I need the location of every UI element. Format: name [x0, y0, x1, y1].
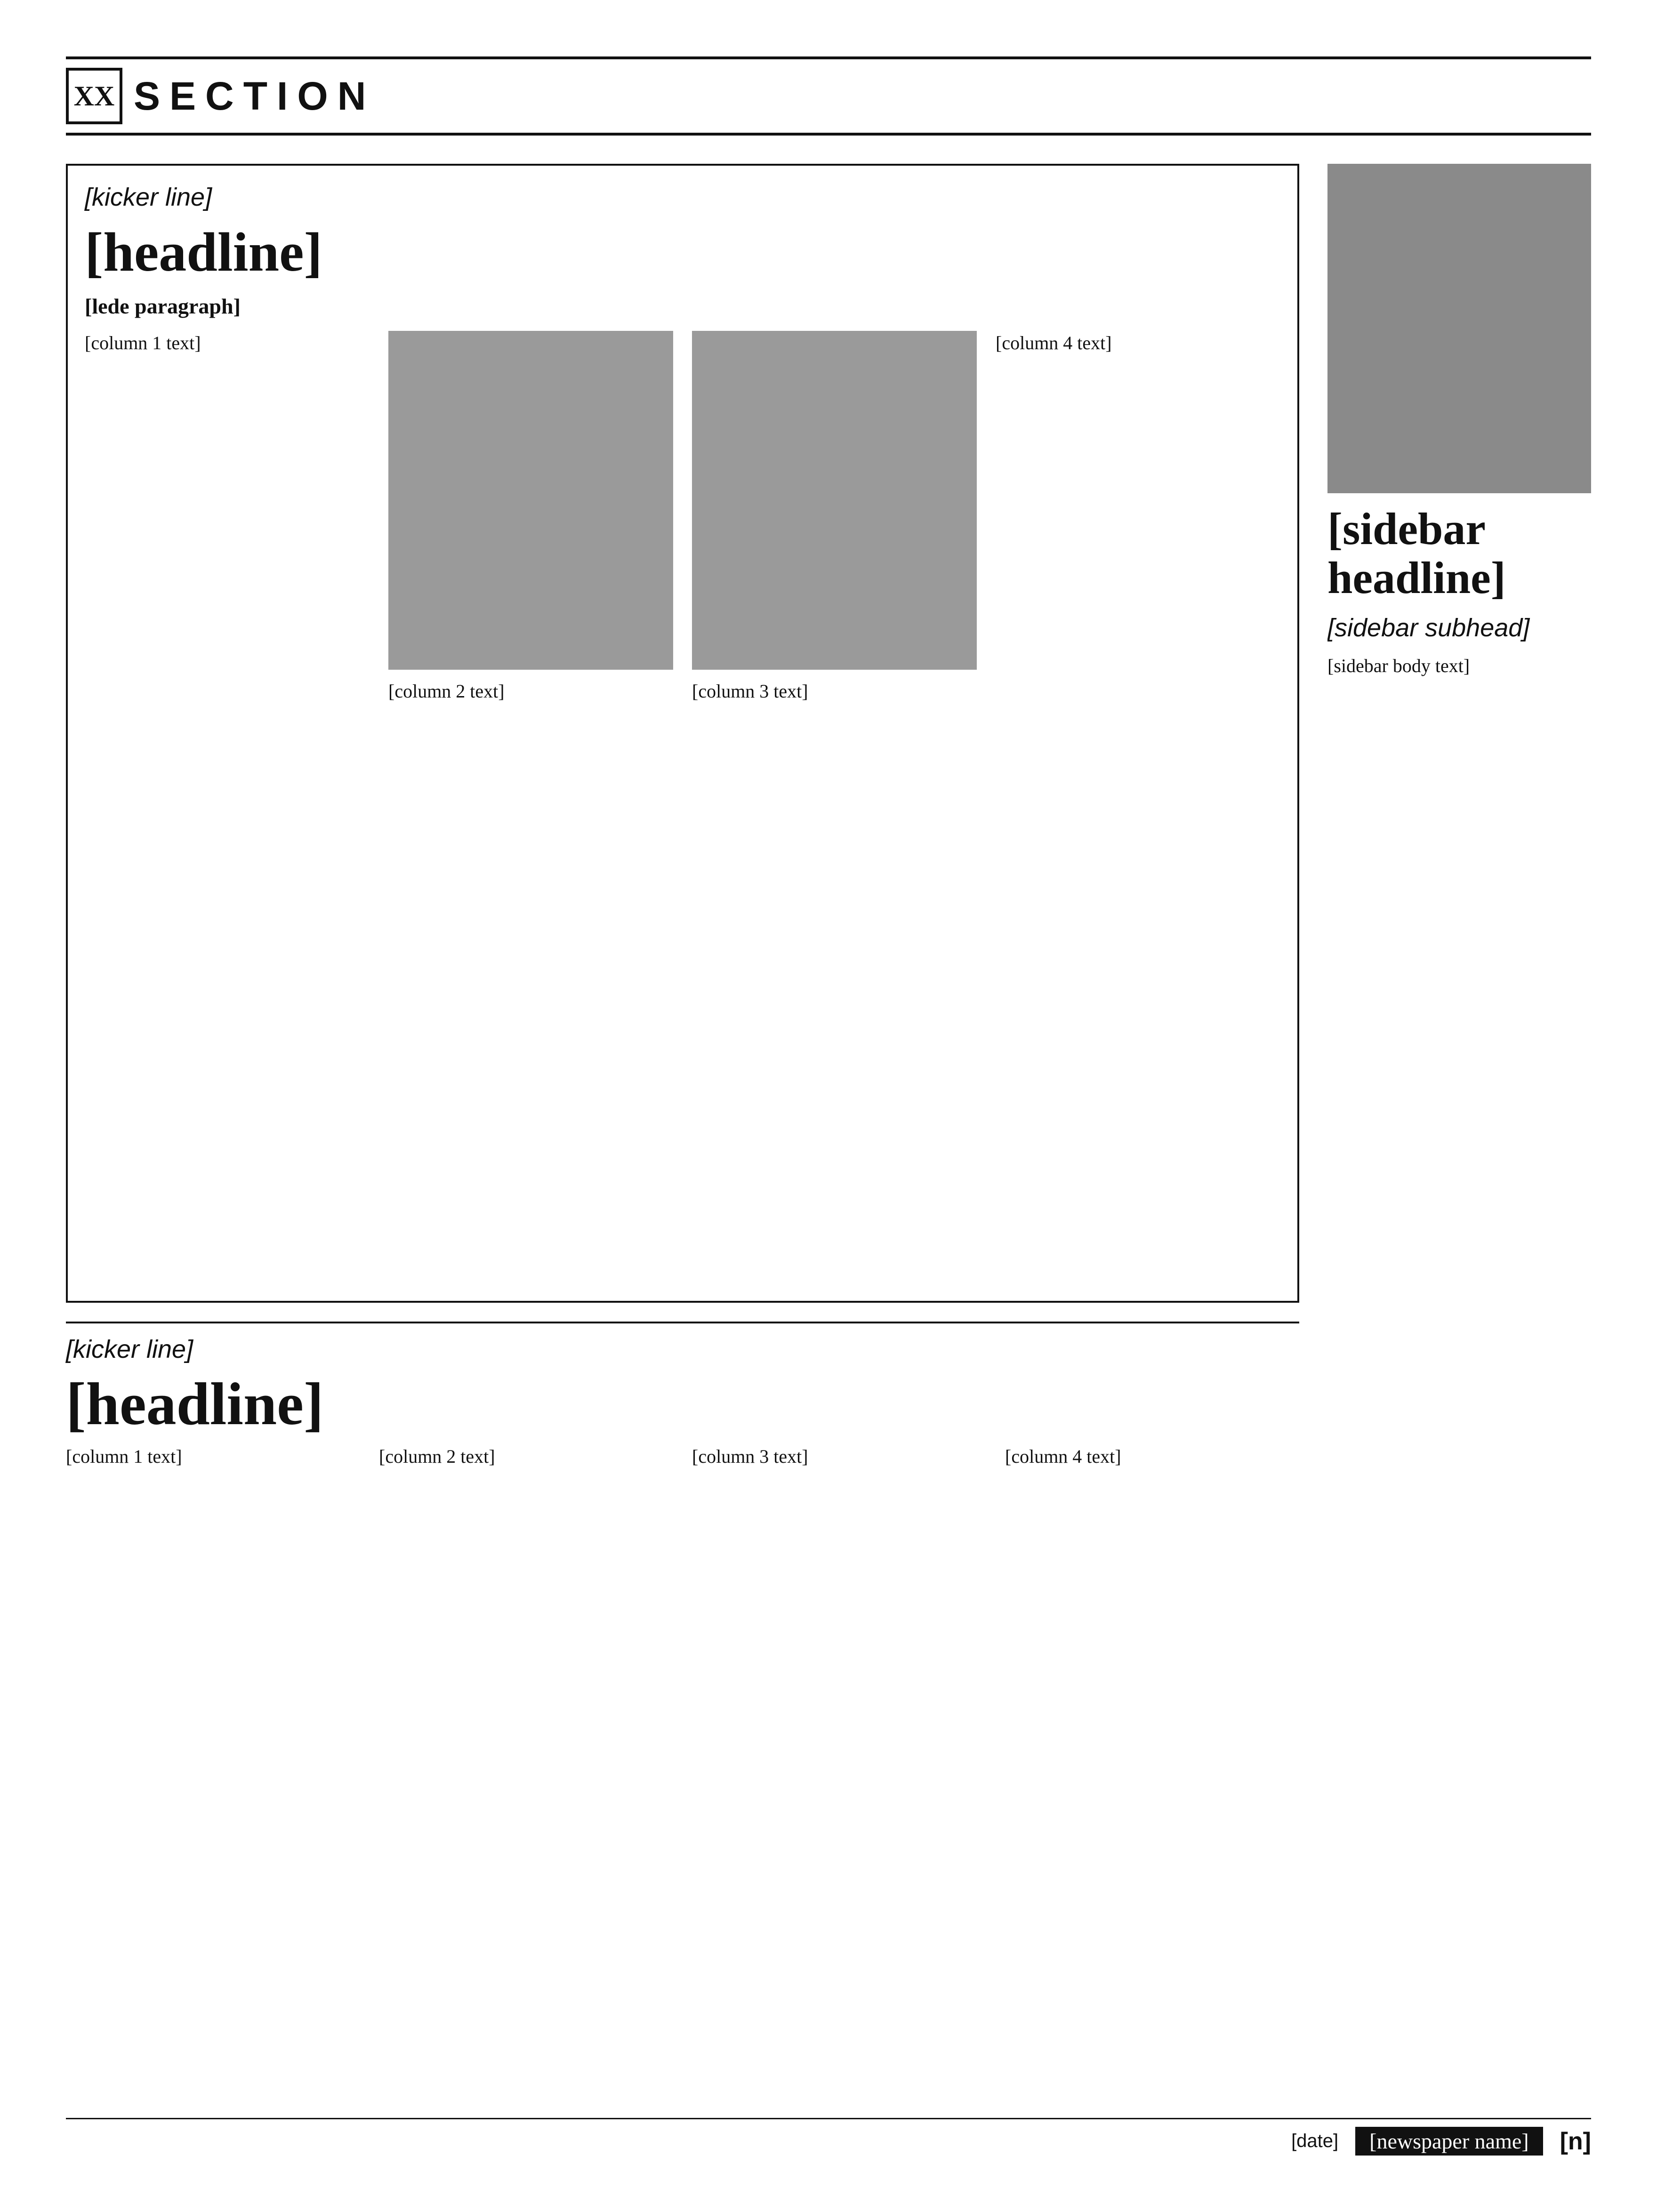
- lead-story: [66, 164, 1299, 1303]
- page-footer: [66, 2118, 1591, 2156]
- main-column: [66, 164, 1299, 2140]
- page-content: [66, 164, 1591, 2140]
- second-story-column-1: [column 1 text]: [66, 1445, 182, 1467]
- lead-story-column-4: [column 4 text]: [996, 332, 1112, 354]
- lead-story-column-2-text: [column 2 text]: [388, 681, 505, 702]
- second-story-column-4: [column 4 text]: [1005, 1445, 1121, 1467]
- paper-logo: XX: [66, 68, 122, 124]
- sidebar-headline: [sidebar headline]: [1327, 504, 1506, 603]
- second-story-column-3: [column 3 text]: [692, 1445, 808, 1467]
- sidebar-story: [1327, 164, 1591, 2140]
- lead-story-photo-2: [692, 331, 977, 670]
- lead-story-columns: [85, 331, 1280, 1284]
- masthead: [66, 56, 1591, 136]
- lead-story-lede: [lede paragraph]: [85, 294, 241, 318]
- footer-paper-name: [newspaper name]: [1355, 2127, 1543, 2156]
- section-label: SECTION: [134, 73, 376, 118]
- footer-date: [date]: [1291, 2131, 1339, 2151]
- lead-story-headline: [headline]: [85, 221, 322, 283]
- masthead-left: [66, 68, 375, 124]
- lead-story-photo-1: [388, 331, 673, 670]
- second-story: [66, 1322, 1299, 2140]
- sidebar-body: [sidebar body text]: [1327, 655, 1470, 677]
- lead-story-column-3: [692, 331, 977, 1284]
- second-story-kicker: [kicker line]: [66, 1335, 193, 1363]
- lead-story-column-1: [column 1 text]: [85, 332, 201, 354]
- lead-story-kicker: [kicker line]: [85, 183, 212, 211]
- second-story-column-2: [column 2 text]: [379, 1445, 495, 1467]
- second-story-headline: [headline]: [66, 1370, 324, 1437]
- sidebar-photo: [1327, 164, 1591, 493]
- lead-story-column-2: [388, 331, 673, 1284]
- second-story-columns: [66, 1444, 1299, 2140]
- footer-page-number: [n]: [1560, 2127, 1591, 2155]
- lead-story-column-3-text: [column 3 text]: [692, 681, 808, 702]
- sidebar-subhead: [sidebar subhead]: [1327, 614, 1530, 642]
